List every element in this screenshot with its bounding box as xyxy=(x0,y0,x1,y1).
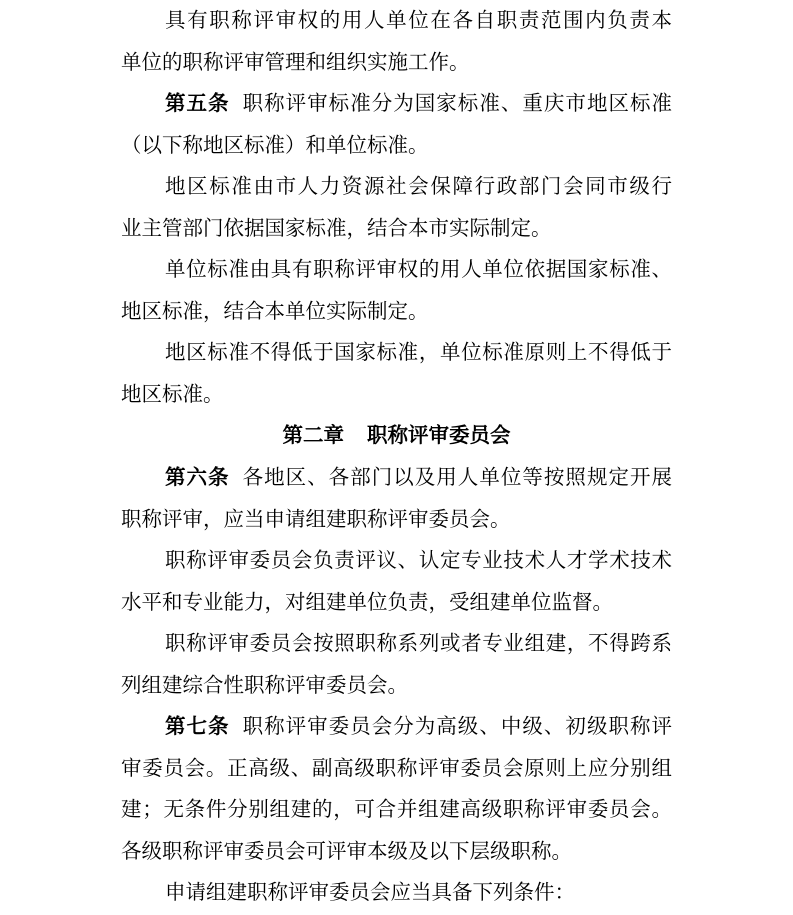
paragraph xyxy=(121,457,672,540)
paragraph xyxy=(121,83,672,166)
chapter-number: 第二章 xyxy=(282,423,344,448)
paragraph-line xyxy=(121,706,672,748)
paragraph-line: 业主管部门依据国家标准，结合本市实际制定。 xyxy=(121,215,552,240)
chapter-heading xyxy=(121,415,672,457)
paragraph-line: 地区标准由市人力资源社会保障行政部门会同市级行 xyxy=(165,174,672,199)
paragraph-line: 具有职称评审权的用人单位在各自职责范围内负责本 xyxy=(165,8,672,32)
paragraph-text: 各地区、各部门以及用人单位等按照规定开展 xyxy=(242,465,673,490)
paragraph-line: 各级职称评审委员会可评审本级及以下层级职称。 xyxy=(121,838,572,863)
paragraph-line xyxy=(121,457,672,499)
chapter-title: 职称评审委员会 xyxy=(367,423,511,448)
paragraph-line: 单位的职称评审管理和组织实施工作。 xyxy=(121,49,470,74)
paragraph-line: 地区标准。 xyxy=(121,381,224,406)
paragraph xyxy=(121,249,672,332)
paragraph xyxy=(121,166,672,249)
paragraph xyxy=(121,872,672,914)
document-page xyxy=(121,0,672,914)
paragraph xyxy=(121,623,672,706)
paragraph-line: 职称评审委员会按照职称系列或者专业组建，不得跨系 xyxy=(165,631,672,656)
article-6 xyxy=(121,457,672,706)
paragraph-text: 职称评审标准分为国家标准、重庆市地区标准 xyxy=(242,91,673,116)
paragraph-line: 建；无条件分别组建的，可合并组建高级职称评审委员会。 xyxy=(121,797,672,822)
article-label: 第五条 xyxy=(165,91,230,116)
paragraph-line: （以下称地区标准）和单位标准。 xyxy=(121,132,429,157)
paragraph xyxy=(121,540,672,623)
paragraph-line: 职称评审，应当申请组建职称评审委员会。 xyxy=(121,506,511,531)
paragraph-text: 职称评审委员会分为高级、中级、初级职称评 xyxy=(242,714,673,739)
article-7 xyxy=(121,706,672,914)
paragraph xyxy=(121,706,672,872)
paragraph-line: 地区标准，结合本单位实际制定。 xyxy=(121,298,429,323)
paragraph-line xyxy=(121,83,672,125)
paragraph-line: 审委员会。正高级、副高级职称评审委员会原则上应分别组 xyxy=(121,755,672,780)
article-label: 第七条 xyxy=(165,714,230,739)
paragraph xyxy=(121,332,672,415)
article-label: 第六条 xyxy=(165,465,230,490)
paragraph-line: 单位标准由具有职称评审权的用人单位依据国家标准、 xyxy=(165,257,672,282)
paragraph-line: 申请组建职称评审委员会应当具备下列条件： xyxy=(165,880,575,905)
paragraph-line: 列组建综合性职称评审委员会。 xyxy=(121,672,408,697)
paragraph-line: 职称评审委员会负责评议、认定专业技术人才学术技术 xyxy=(165,548,672,573)
article-5 xyxy=(121,83,672,415)
paragraph xyxy=(121,0,672,83)
paragraph-line: 地区标准不得低于国家标准，单位标准原则上不得低于 xyxy=(165,340,672,365)
paragraph-line: 水平和专业能力，对组建单位负责，受组建单位监督。 xyxy=(121,589,613,614)
